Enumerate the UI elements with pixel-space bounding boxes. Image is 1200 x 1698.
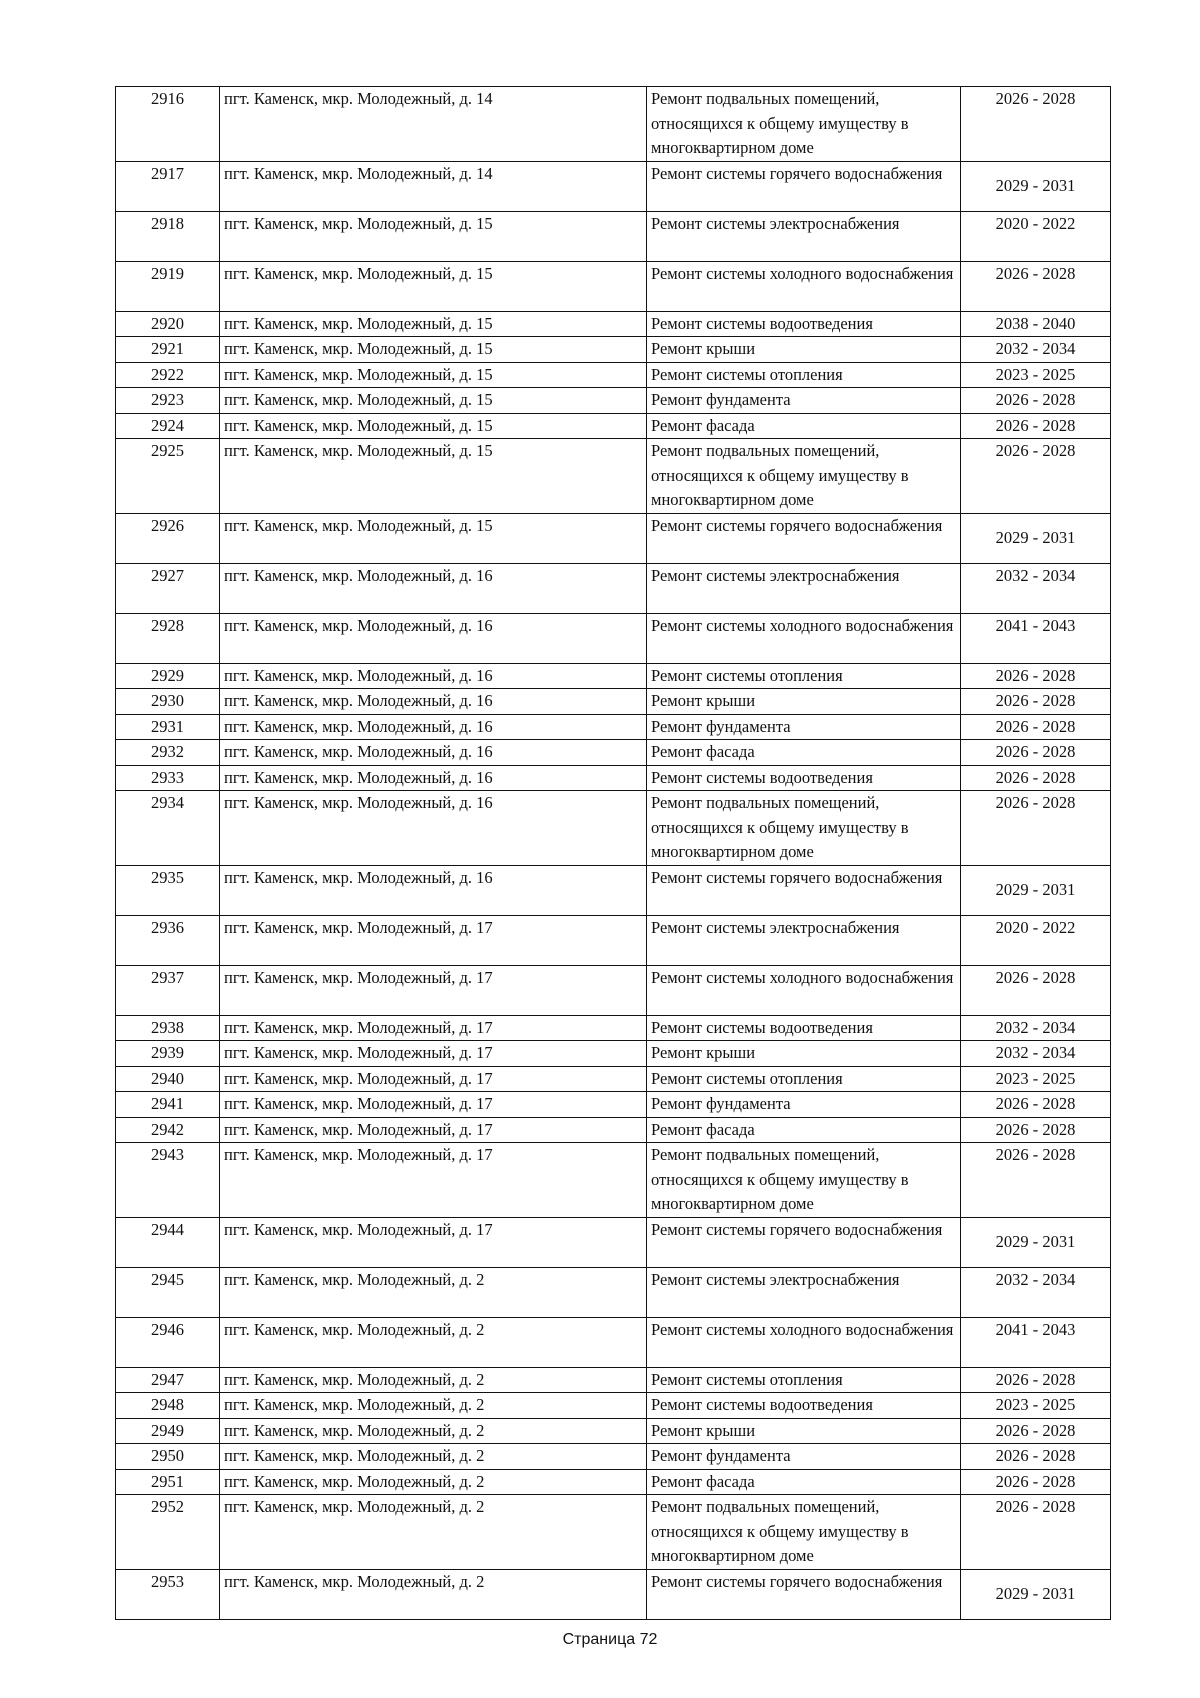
row-number: 2947 xyxy=(116,1367,220,1393)
row-number: 2919 xyxy=(116,261,220,311)
address-cell: пгт. Каменск, мкр. Молодежный, д. 2 xyxy=(220,1469,647,1495)
period-cell: 2029 - 2031 xyxy=(961,161,1111,211)
address-cell: пгт. Каменск, мкр. Молодежный, д. 17 xyxy=(220,915,647,965)
table-body xyxy=(116,87,1111,1620)
address-cell: пгт. Каменск, мкр. Молодежный, д. 17 xyxy=(220,1015,647,1041)
period-cell: 2038 - 2040 xyxy=(961,311,1111,337)
work-type-cell: Ремонт фасада xyxy=(647,413,961,439)
period-cell: 2020 - 2022 xyxy=(961,211,1111,261)
address-cell: пгт. Каменск, мкр. Молодежный, д. 2 xyxy=(220,1267,647,1317)
period-cell: 2032 - 2034 xyxy=(961,1015,1111,1041)
address-cell: пгт. Каменск, мкр. Молодежный, д. 15 xyxy=(220,388,647,414)
table-row xyxy=(116,87,1111,162)
address-cell: пгт. Каменск, мкр. Молодежный, д. 17 xyxy=(220,1217,647,1267)
row-number: 2926 xyxy=(116,513,220,563)
work-type-cell: Ремонт фасада xyxy=(647,1117,961,1143)
work-type-cell: Ремонт системы водоотведения xyxy=(647,1015,961,1041)
work-type-cell: Ремонт системы холодного водоснабжения xyxy=(647,965,961,1015)
address-cell: пгт. Каменск, мкр. Молодежный, д. 17 xyxy=(220,1041,647,1067)
row-number: 2951 xyxy=(116,1469,220,1495)
address-cell: пгт. Каменск, мкр. Молодежный, д. 16 xyxy=(220,689,647,715)
address-cell: пгт. Каменск, мкр. Молодежный, д. 14 xyxy=(220,87,647,162)
work-type-cell: Ремонт фундамента xyxy=(647,714,961,740)
period-cell: 2026 - 2028 xyxy=(961,1143,1111,1218)
table-row xyxy=(116,1444,1111,1470)
work-type-cell: Ремонт системы электроснабжения xyxy=(647,1267,961,1317)
address-cell: пгт. Каменск, мкр. Молодежный, д. 16 xyxy=(220,765,647,791)
period-cell: 2026 - 2028 xyxy=(961,740,1111,766)
address-cell: пгт. Каменск, мкр. Молодежный, д. 15 xyxy=(220,211,647,261)
period-cell: 2026 - 2028 xyxy=(961,765,1111,791)
address-cell: пгт. Каменск, мкр. Молодежный, д. 2 xyxy=(220,1569,647,1619)
table-row xyxy=(116,1469,1111,1495)
table-row xyxy=(116,740,1111,766)
table-row xyxy=(116,513,1111,563)
table-row xyxy=(116,1367,1111,1393)
row-number: 2938 xyxy=(116,1015,220,1041)
work-type-cell: Ремонт системы отопления xyxy=(647,663,961,689)
address-cell: пгт. Каменск, мкр. Молодежный, д. 16 xyxy=(220,663,647,689)
work-type-cell: Ремонт фасада xyxy=(647,740,961,766)
table-row xyxy=(116,1217,1111,1267)
work-type-cell: Ремонт фундамента xyxy=(647,388,961,414)
period-cell: 2026 - 2028 xyxy=(961,439,1111,514)
row-number: 2921 xyxy=(116,337,220,363)
work-type-cell: Ремонт крыши xyxy=(647,337,961,363)
address-cell: пгт. Каменск, мкр. Молодежный, д. 2 xyxy=(220,1444,647,1470)
address-cell: пгт. Каменск, мкр. Молодежный, д. 2 xyxy=(220,1367,647,1393)
table-row xyxy=(116,1041,1111,1067)
row-number: 2916 xyxy=(116,87,220,162)
table-row xyxy=(116,1393,1111,1419)
period-cell: 2026 - 2028 xyxy=(961,689,1111,715)
work-type-cell: Ремонт подвальных помещений, относящихся к общему имуществу в многоквартирном доме xyxy=(647,1495,961,1570)
period-cell: 2026 - 2028 xyxy=(961,1092,1111,1118)
address-cell: пгт. Каменск, мкр. Молодежный, д. 15 xyxy=(220,439,647,514)
period-cell: 2026 - 2028 xyxy=(961,1418,1111,1444)
row-number: 2929 xyxy=(116,663,220,689)
table-row xyxy=(116,791,1111,866)
work-type-cell: Ремонт крыши xyxy=(647,1418,961,1444)
table-row xyxy=(116,337,1111,363)
table-row xyxy=(116,915,1111,965)
repair-schedule-table xyxy=(115,86,1111,1620)
row-number: 2953 xyxy=(116,1569,220,1619)
row-number: 2925 xyxy=(116,439,220,514)
table-row xyxy=(116,261,1111,311)
row-number: 2932 xyxy=(116,740,220,766)
row-number: 2948 xyxy=(116,1393,220,1419)
row-number: 2941 xyxy=(116,1092,220,1118)
period-cell: 2029 - 2031 xyxy=(961,1569,1111,1619)
table-row xyxy=(116,362,1111,388)
period-cell: 2026 - 2028 xyxy=(961,388,1111,414)
table-row xyxy=(116,1066,1111,1092)
period-cell: 2029 - 2031 xyxy=(961,513,1111,563)
work-type-cell: Ремонт системы электроснабжения xyxy=(647,211,961,261)
address-cell: пгт. Каменск, мкр. Молодежный, д. 16 xyxy=(220,563,647,613)
row-number: 2922 xyxy=(116,362,220,388)
work-type-cell: Ремонт системы холодного водоснабжения xyxy=(647,613,961,663)
table-row xyxy=(116,311,1111,337)
work-type-cell: Ремонт системы электроснабжения xyxy=(647,563,961,613)
row-number: 2927 xyxy=(116,563,220,613)
work-type-cell: Ремонт системы электроснабжения xyxy=(647,915,961,965)
address-cell: пгт. Каменск, мкр. Молодежный, д. 17 xyxy=(220,965,647,1015)
period-cell: 2026 - 2028 xyxy=(961,663,1111,689)
work-type-cell: Ремонт системы водоотведения xyxy=(647,311,961,337)
table-row xyxy=(116,865,1111,915)
table-row xyxy=(116,388,1111,414)
period-cell: 2032 - 2034 xyxy=(961,1267,1111,1317)
row-number: 2944 xyxy=(116,1217,220,1267)
period-cell: 2029 - 2031 xyxy=(961,865,1111,915)
work-type-cell: Ремонт подвальных помещений, относящихся к общему имуществу в многоквартирном доме xyxy=(647,1143,961,1218)
work-type-cell: Ремонт системы горячего водоснабжения xyxy=(647,161,961,211)
table-row xyxy=(116,1117,1111,1143)
work-type-cell: Ремонт фасада xyxy=(647,1469,961,1495)
address-cell: пгт. Каменск, мкр. Молодежный, д. 15 xyxy=(220,513,647,563)
address-cell: пгт. Каменск, мкр. Молодежный, д. 2 xyxy=(220,1418,647,1444)
table-row xyxy=(116,1418,1111,1444)
table-row xyxy=(116,765,1111,791)
work-type-cell: Ремонт системы отопления xyxy=(647,1066,961,1092)
table-row xyxy=(116,439,1111,514)
row-number: 2939 xyxy=(116,1041,220,1067)
period-cell: 2026 - 2028 xyxy=(961,261,1111,311)
address-cell: пгт. Каменск, мкр. Молодежный, д. 17 xyxy=(220,1143,647,1218)
row-number: 2933 xyxy=(116,765,220,791)
period-cell: 2026 - 2028 xyxy=(961,1444,1111,1470)
work-type-cell: Ремонт фундамента xyxy=(647,1444,961,1470)
table-row xyxy=(116,1267,1111,1317)
table-row xyxy=(116,965,1111,1015)
work-type-cell: Ремонт крыши xyxy=(647,1041,961,1067)
work-type-cell: Ремонт системы холодного водоснабжения xyxy=(647,261,961,311)
address-cell: пгт. Каменск, мкр. Молодежный, д. 16 xyxy=(220,740,647,766)
period-cell: 2026 - 2028 xyxy=(961,87,1111,162)
work-type-cell: Ремонт системы отопления xyxy=(647,362,961,388)
work-type-cell: Ремонт крыши xyxy=(647,689,961,715)
address-cell: пгт. Каменск, мкр. Молодежный, д. 16 xyxy=(220,865,647,915)
work-type-cell: Ремонт фундамента xyxy=(647,1092,961,1118)
work-type-cell: Ремонт подвальных помещений, относящихся к общему имуществу в многоквартирном доме xyxy=(647,439,961,514)
row-number: 2937 xyxy=(116,965,220,1015)
period-cell: 2029 - 2031 xyxy=(961,1217,1111,1267)
period-cell: 2026 - 2028 xyxy=(961,1117,1111,1143)
row-number: 2936 xyxy=(116,915,220,965)
row-number: 2946 xyxy=(116,1317,220,1367)
address-cell: пгт. Каменск, мкр. Молодежный, д. 16 xyxy=(220,714,647,740)
table-row xyxy=(116,211,1111,261)
table-row xyxy=(116,714,1111,740)
row-number: 2935 xyxy=(116,865,220,915)
period-cell: 2032 - 2034 xyxy=(961,563,1111,613)
address-cell: пгт. Каменск, мкр. Молодежный, д. 17 xyxy=(220,1117,647,1143)
row-number: 2952 xyxy=(116,1495,220,1570)
row-number: 2928 xyxy=(116,613,220,663)
work-type-cell: Ремонт системы водоотведения xyxy=(647,765,961,791)
table-row xyxy=(116,413,1111,439)
period-cell: 2026 - 2028 xyxy=(961,1495,1111,1570)
work-type-cell: Ремонт системы горячего водоснабжения xyxy=(647,513,961,563)
work-type-cell: Ремонт подвальных помещений, относящихся к общему имуществу в многоквартирном доме xyxy=(647,87,961,162)
address-cell: пгт. Каменск, мкр. Молодежный, д. 2 xyxy=(220,1317,647,1367)
work-type-cell: Ремонт системы горячего водоснабжения xyxy=(647,865,961,915)
table-row xyxy=(116,1015,1111,1041)
row-number: 2934 xyxy=(116,791,220,866)
row-number: 2918 xyxy=(116,211,220,261)
table-row xyxy=(116,663,1111,689)
work-type-cell: Ремонт подвальных помещений, относящихся к общему имуществу в многоквартирном доме xyxy=(647,791,961,866)
work-type-cell: Ремонт системы горячего водоснабжения xyxy=(647,1217,961,1267)
address-cell: пгт. Каменск, мкр. Молодежный, д. 17 xyxy=(220,1092,647,1118)
address-cell: пгт. Каменск, мкр. Молодежный, д. 2 xyxy=(220,1393,647,1419)
address-cell: пгт. Каменск, мкр. Молодежный, д. 16 xyxy=(220,791,647,866)
row-number: 2930 xyxy=(116,689,220,715)
work-type-cell: Ремонт системы холодного водоснабжения xyxy=(647,1317,961,1367)
table-row xyxy=(116,613,1111,663)
row-number: 2943 xyxy=(116,1143,220,1218)
row-number: 2924 xyxy=(116,413,220,439)
period-cell: 2026 - 2028 xyxy=(961,714,1111,740)
row-number: 2945 xyxy=(116,1267,220,1317)
address-cell: пгт. Каменск, мкр. Молодежный, д. 14 xyxy=(220,161,647,211)
address-cell: пгт. Каменск, мкр. Молодежный, д. 17 xyxy=(220,1066,647,1092)
period-cell: 2041 - 2043 xyxy=(961,613,1111,663)
period-cell: 2020 - 2022 xyxy=(961,915,1111,965)
period-cell: 2023 - 2025 xyxy=(961,362,1111,388)
period-cell: 2023 - 2025 xyxy=(961,1393,1111,1419)
row-number: 2931 xyxy=(116,714,220,740)
row-number: 2950 xyxy=(116,1444,220,1470)
work-type-cell: Ремонт системы отопления xyxy=(647,1367,961,1393)
address-cell: пгт. Каменск, мкр. Молодежный, д. 16 xyxy=(220,613,647,663)
row-number: 2917 xyxy=(116,161,220,211)
table-row xyxy=(116,1092,1111,1118)
address-cell: пгт. Каменск, мкр. Молодежный, д. 15 xyxy=(220,311,647,337)
work-type-cell: Ремонт системы горячего водоснабжения xyxy=(647,1569,961,1619)
page-number: Страница 72 xyxy=(562,1631,658,1648)
row-number: 2940 xyxy=(116,1066,220,1092)
period-cell: 2026 - 2028 xyxy=(961,1367,1111,1393)
row-number: 2942 xyxy=(116,1117,220,1143)
table-row xyxy=(116,689,1111,715)
document-page xyxy=(115,86,1100,1620)
table-row xyxy=(116,1495,1111,1570)
address-cell: пгт. Каменск, мкр. Молодежный, д. 2 xyxy=(220,1495,647,1570)
table-row xyxy=(116,1143,1111,1218)
period-cell: 2026 - 2028 xyxy=(961,413,1111,439)
period-cell: 2026 - 2028 xyxy=(961,1469,1111,1495)
table-row xyxy=(116,1317,1111,1367)
row-number: 2920 xyxy=(116,311,220,337)
table-row xyxy=(116,563,1111,613)
row-number: 2949 xyxy=(116,1418,220,1444)
table-row xyxy=(116,161,1111,211)
work-type-cell: Ремонт системы водоотведения xyxy=(647,1393,961,1419)
period-cell: 2041 - 2043 xyxy=(961,1317,1111,1367)
row-number: 2923 xyxy=(116,388,220,414)
address-cell: пгт. Каменск, мкр. Молодежный, д. 15 xyxy=(220,261,647,311)
address-cell: пгт. Каменск, мкр. Молодежный, д. 15 xyxy=(220,413,647,439)
address-cell: пгт. Каменск, мкр. Молодежный, д. 15 xyxy=(220,337,647,363)
period-cell: 2023 - 2025 xyxy=(961,1066,1111,1092)
period-cell: 2032 - 2034 xyxy=(961,1041,1111,1067)
address-cell: пгт. Каменск, мкр. Молодежный, д. 15 xyxy=(220,362,647,388)
period-cell: 2026 - 2028 xyxy=(961,965,1111,1015)
table-row xyxy=(116,1569,1111,1619)
period-cell: 2032 - 2034 xyxy=(961,337,1111,363)
period-cell: 2026 - 2028 xyxy=(961,791,1111,866)
